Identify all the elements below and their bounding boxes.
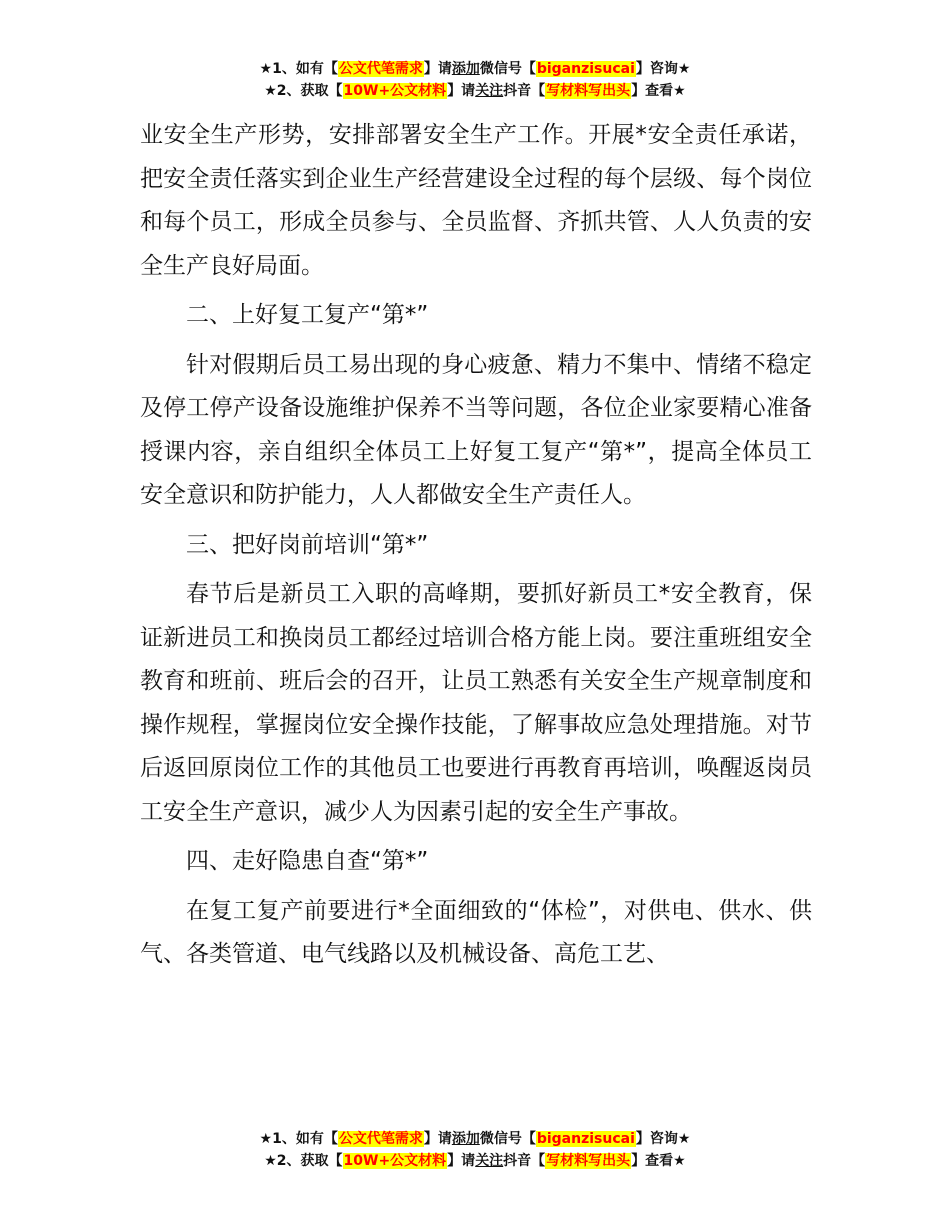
highlight-text: 公文代笔需求 — [338, 1131, 423, 1147]
footer-banner — [0, 1128, 950, 1172]
wechat-id: biganzisucai — [536, 1131, 635, 1147]
paragraph: 针对假期后员工易出现的身心疲惫、精力不集中、情绪不稳定及停工停产设备设施维护保养不当等问题，各位企业家要精心准备授课内容，亲自组织全体员工上好复工复产“第*”，提高全体员工安全意识和防护能力，人人都做安全生产责任人。 — [140, 351, 812, 508]
wechat-id: biganzisucai — [536, 61, 635, 77]
paragraph: 春节后是新员工入职的高峰期，要抓好新员工*安全教育，保证新进员工和换岗员工都经过培训合格方能上岗。要注重班组安全教育和班前、班后会的召开，让员工熟悉有关安全生产规章制度和操作规程，掌握岗位安全操作技能，了解事故应急处理措施。对节后返回原岗位工作的其他员工也要进行再教育再培训，唤醒返岗员工安全生产意识，减少人为因素引起的安全生产事故。 — [140, 581, 812, 825]
paragraph: 业安全生产形势，安排部署安全生产工作。开展*安全责任承诺，把安全责任落实到企业生产经营建设全过程的每个层级、每个岗位和每个员工，形成全员参与、全员监督、齐抓共管、人人负责的安全生产良好局面。 — [140, 122, 812, 279]
douyin-account: 写材料写出头 — [546, 83, 631, 99]
section-heading: 二、上好复工复产“第*” — [186, 302, 429, 328]
highlight-text: 10W+公文材料 — [343, 83, 447, 99]
footer-line-2: ★2、获取【10W+公文材料】请关注抖音【写材料写出头】查看★ — [264, 1153, 686, 1169]
footer-line-1: ★1、如有【公文代笔需求】请添加微信号【biganzisucai】咨询★ — [259, 1131, 691, 1147]
highlight-text: 公文代笔需求 — [338, 61, 423, 77]
douyin-account: 写材料写出头 — [546, 1153, 631, 1169]
header-banner — [0, 58, 950, 102]
paragraph: 在复工复产前要进行*全面细致的“体检”，对供电、供水、供气、各类管道、电气线路以及机械设备、高危工艺、 — [140, 897, 812, 967]
section-heading: 三、把好岗前培训“第*” — [186, 531, 429, 558]
header-line-2: ★2、获取【10W+公文材料】请关注抖音【写材料写出头】查看★ — [264, 83, 686, 99]
section-heading: 四、走好隐患自查“第*” — [186, 848, 429, 874]
highlight-text: 10W+公文材料 — [343, 1153, 447, 1169]
document-body — [140, 114, 812, 977]
header-line-1: ★1、如有【公文代笔需求】请添加微信号【biganzisucai】咨询★ — [259, 61, 691, 77]
